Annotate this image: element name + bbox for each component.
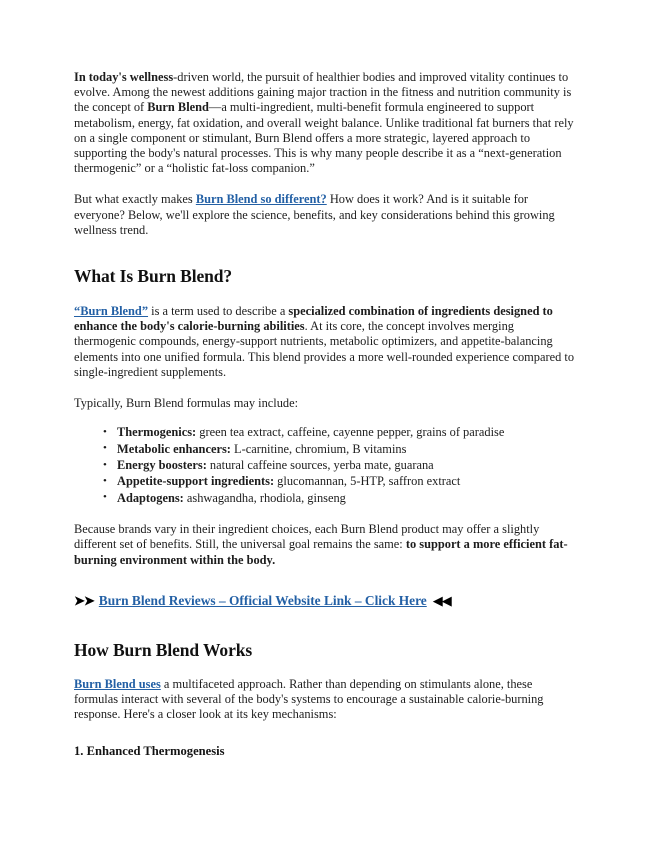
definition-bold-text: specialized combination of ingredients designed to enhance the body's calorie-burning abilities	[74, 304, 553, 334]
question-part-1: But what exactly makes	[74, 192, 196, 207]
list-item-label: Appetite-support ingredients:	[117, 474, 275, 489]
intro-lead-bold: In today's wellness	[74, 70, 174, 84]
official-website-cta-link[interactable]: Burn Blend Reviews – Official Website Link – Click Here	[98, 592, 427, 608]
list-item-detail: green tea extract, caffeine, cayenne pepper, grains of paradise	[196, 425, 505, 440]
list-item-detail: L-carnitine, chromium, B vitamins	[230, 441, 407, 456]
list-item-label: Thermogenics:	[117, 425, 197, 440]
list-item	[117, 442, 575, 457]
burn-blend-so-different-link[interactable]: Burn Blend so different?	[195, 192, 327, 207]
intro-part-1: -driven world, the pursuit of healthier bodies and improved vitality continues to evolve. Among the newest additions gaining major traction in the fitness and nutrition community is the concept of	[74, 70, 572, 115]
works-paragraph	[74, 677, 575, 723]
list-item	[117, 491, 575, 506]
list-item-label: Metabolic enhancers:	[117, 441, 231, 456]
brands-part-1: Because brands vary in their ingredient choices, each Burn Blend product may offer a slightly different set of benefits. Still, the universal goal remains the same:	[74, 522, 540, 552]
list-intro-paragraph: Typically, Burn Blend formulas may include:	[74, 396, 299, 411]
document-content	[74, 70, 575, 759]
intro-part-2: —a multi-ingredient, multi-benefit formula engineered to support metabolism, energy, fat oxidation, and overall weight balance. Unlike traditional fat burners that rely on a single component or stimulant, Burn Blend offers a more strategic, layered approach to supporting the body's natural processes. This is why many people describe it as a “next-generation thermogenic” or a “holistic fat-loss companion.”	[74, 100, 574, 176]
list-item-label: Energy boosters:	[117, 458, 207, 473]
brands-bold-text: to support a more efficient fat-burning environment within the body.	[74, 537, 568, 567]
list-item-detail: ashwagandha, rhodiola, ginseng	[183, 490, 346, 505]
question-paragraph	[74, 192, 575, 238]
heading-how-burn-blend-works: How Burn Blend Works	[74, 639, 253, 660]
left-triangle-arrows-icon: ◀◀	[432, 592, 451, 608]
definition-part-2: . At its core, the concept involves merging thermogenic compounds, energy-support nutrients, metabolic optimizers, and appetite-balancing elements into one unified formula. This blend provides a more well-rounded experience compared to single-ingredient supplements.	[74, 319, 575, 379]
list-item-detail: natural caffeine sources, yerba mate, guarana	[206, 458, 434, 473]
subheading-enhanced-thermogenesis: 1. Enhanced Thermogenesis	[74, 743, 225, 758]
right-triangle-arrows-icon: ➤➤	[74, 592, 94, 608]
list-item-label: Adaptogens:	[117, 490, 184, 505]
list-item-detail: glucomannan, 5-HTP, saffron extract	[274, 474, 461, 489]
ingredient-list	[74, 425, 575, 506]
cta-link-row	[74, 592, 575, 610]
list-item	[117, 458, 575, 473]
definition-part-1: is a term used to describe a	[148, 304, 289, 319]
heading-what-is-burn-blend: What Is Burn Blend?	[74, 266, 233, 287]
intro-paragraph	[74, 70, 575, 176]
list-item	[117, 474, 575, 489]
definition-paragraph	[74, 304, 575, 380]
brands-paragraph	[74, 522, 575, 568]
question-part-2: How does it work? And is it suitable for everyone? Below, we'll explore the science, benefits, and key considerations behind this growing wellness trend.	[74, 192, 555, 237]
list-item	[117, 425, 575, 440]
intro-bold-term: Burn Blend	[147, 100, 209, 115]
burn-blend-uses-link[interactable]: Burn Blend uses	[74, 676, 161, 691]
works-part-1: a multifaceted approach. Rather than depending on stimulants alone, these formulas interact with several of the body's systems to encourage a sustainable calorie-burning response. Here's a closer look at its key mechanisms:	[74, 676, 544, 722]
burn-blend-quoted-link[interactable]: “Burn Blend”	[74, 304, 149, 319]
